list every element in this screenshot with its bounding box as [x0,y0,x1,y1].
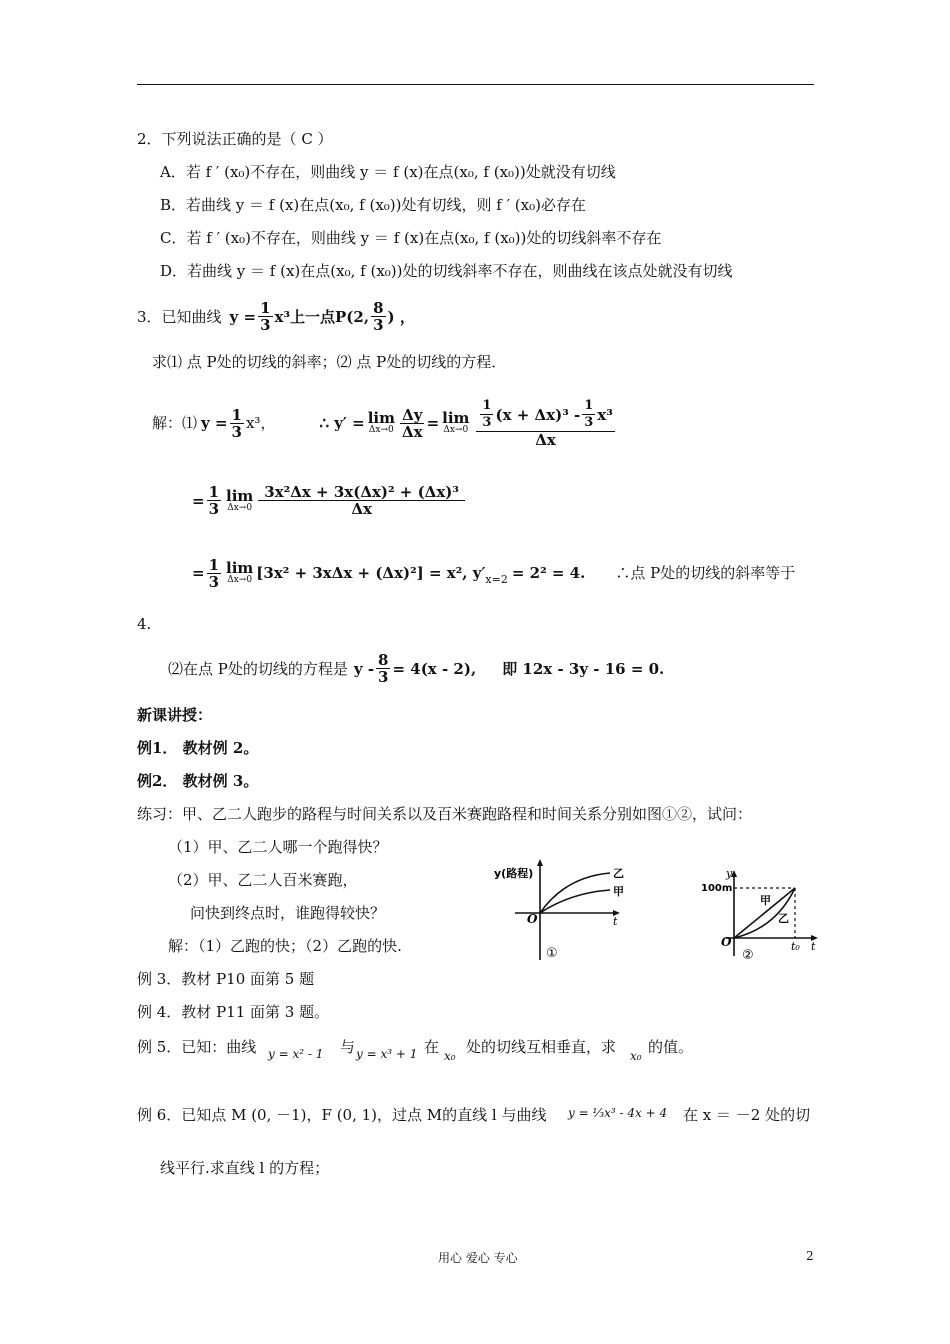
q3-solution-line2: = $\frac{1}{3}$ lim Δx→0 $\frac{\text{3x²Δx + 3x(Δx)² + (Δx)³}}{\Delta x}$ [192,484,467,517]
q2-option-b: B．若曲线 y ＝ f (x)在点(x₀, f (x₀))处有切线，则 f ′ (x₀)必存在 [160,196,586,214]
example-6-curve: y = ⅓x³ - 4x + 4 [568,1106,668,1120]
q3-stem-prefix: 3．已知曲线 [137,307,222,326]
fig1-y-arrow [537,859,543,866]
section-heading: 新课讲授： [137,706,213,724]
practice-q2-cont: 问快到终点时，谁跑得较快？ [190,904,386,922]
example-6-a: 例 6．已知点 M (0, －1)，F (0, 1)，过点 M的直线 l 与曲线 [137,1106,547,1124]
example-5-d: 处的切线互相垂直，求 [466,1038,617,1056]
example-4: 例 4．教材 P11 面第 3 题。 [137,1003,330,1021]
example-2: 例2． 教材例 3。 [137,772,259,790]
q3-part2: ⑵在点 P处的切线的方程是 y - $\frac{8}{3}$ = 4(x - 2), 即 12x - 3y - 16 = 0. [168,651,665,686]
slope-conclusion: ∴点 P处的切线的斜率等于 [615,564,796,582]
derivative-label: ∴ y′ = [319,414,365,432]
header-rule [137,84,814,85]
fig1-label-jia: 甲 [613,885,624,898]
example-5-e: 的值。 [648,1038,694,1056]
q2-option-c: C．若 f ′ (x₀)不存在，则曲线 y ＝ f (x)在点(x₀, f (x₀))处的切线斜率不存在 [160,229,662,247]
figure-1-distance-time [480,855,640,965]
practice-q1: （1）甲、乙二人哪一个跑得快？ [168,838,388,856]
footer-slogan: 用心 爱心 专心 [438,1251,518,1265]
q3-ask: 求⑴ 点 P处的切线的斜率；⑵ 点 P处的切线的方程． [152,353,507,371]
fig2-caption: ② [742,948,754,963]
fig1-origin: O [527,912,538,926]
q3-fraction-eight-third: $\frac{8}{3}$ [373,299,384,334]
q3-solution-line3: = $\frac{1}{3}$ lim Δx→0 [3x² + 3xΔx + (Δx)²] = x², y′ x=2 = 2² = 4. ∴点 P处的切线的斜率等于 [192,555,796,591]
difference-quotient: $\frac{1}{3}$ (x + Δx)³ - $\frac{1}{3}$ x³ Δx [476,398,614,448]
example-6-b: 在 x ＝ －2 处的切 [683,1106,811,1124]
example-5-x0-b: x₀ [630,1049,642,1063]
fig1-xlabel: t [613,915,618,928]
fig1-label-yi: 乙 [613,867,624,880]
example-5-b: 与 [340,1038,356,1056]
example-5-c: 在 [424,1038,440,1056]
example-5-curve2: y = x³ + 1 [356,1047,418,1061]
fig2-xlabel: t [811,940,816,953]
example-5-x0: x₀ [444,1049,456,1063]
fig1-caption: ① [546,946,558,961]
fig1-curve-jia [540,890,610,913]
fig2-label-jia: 甲 [760,894,771,907]
practice-q2: （2）甲、乙二人百米赛跑， [168,871,358,889]
fig2-mark-100m: 100m [701,883,733,894]
fig2-t0: t₀ [791,940,800,953]
q3-stem [137,300,415,333]
fig2-ylabel: y [726,867,733,880]
example-1: 例1． 教材例 2。 [137,739,259,757]
example-3: 例 3．教材 P10 面第 5 题 [137,970,315,988]
solution-label: 解：⑴ [152,414,198,432]
q3-solution-line1: 解：⑴ y = $\frac{1}{3}$ x³， ∴ y′ = lim Δx→0 $\frac{\Delta y}{\Delta x}$ = lim Δx→0 $\frac{1}{3}$ (x + Δx)³ - $\frac{1}{3}$ x³ Δx [152,398,613,449]
fig2-origin: O [721,935,732,949]
q3-fraction-one-third: $\frac{1}{3}$ [260,299,271,334]
page-number: 2 [806,1249,814,1263]
q3-curve-rhs: x³上一点P(2, [274,307,370,326]
practice-answer: 解：（1）乙跑的快；（2）乙跑的快. [168,937,402,955]
q2-option-d: D．若曲线 y ＝ f (x)在点(x₀, f (x₀))处的切线斜率不存在，则曲线在该点处就没有切线 [160,262,733,280]
practice-prompt: 练习：甲、乙二人跑步的路程与时间关系以及百米赛跑路程和时间关系分别如图①②，试问： [137,805,753,823]
figure-2-hundred-meter-race [696,866,826,966]
q2-option-a: A．若 f ′ (x₀)不存在，则曲线 y ＝ f (x)在点(x₀, f (x₀))处就没有切线 [160,163,616,181]
tangent-line-equation: 即 12x - 3y - 16 = 0. [502,659,665,678]
example-6-c: 线平行.求直线 l 的方程； [160,1159,330,1177]
example-5-a: 例 5．已知：曲线 [137,1038,257,1056]
fig2-label-yi: 乙 [778,912,789,925]
q3-point-close: ) ， [387,307,415,326]
q3-curve-lhs: y = [229,307,257,326]
example-5-curve1: y = x² - 1 [268,1047,324,1061]
q2-stem: 2．下列说法正确的是（ C ） [137,130,333,148]
slope-value-wrap: 4. [137,615,152,633]
fig1-ylabel: y(路程) [494,867,534,880]
expanded-quotient: $\frac{\text{3x²Δx + 3x(Δx)² + (Δx)³}}{\Delta x}$ [258,484,465,517]
